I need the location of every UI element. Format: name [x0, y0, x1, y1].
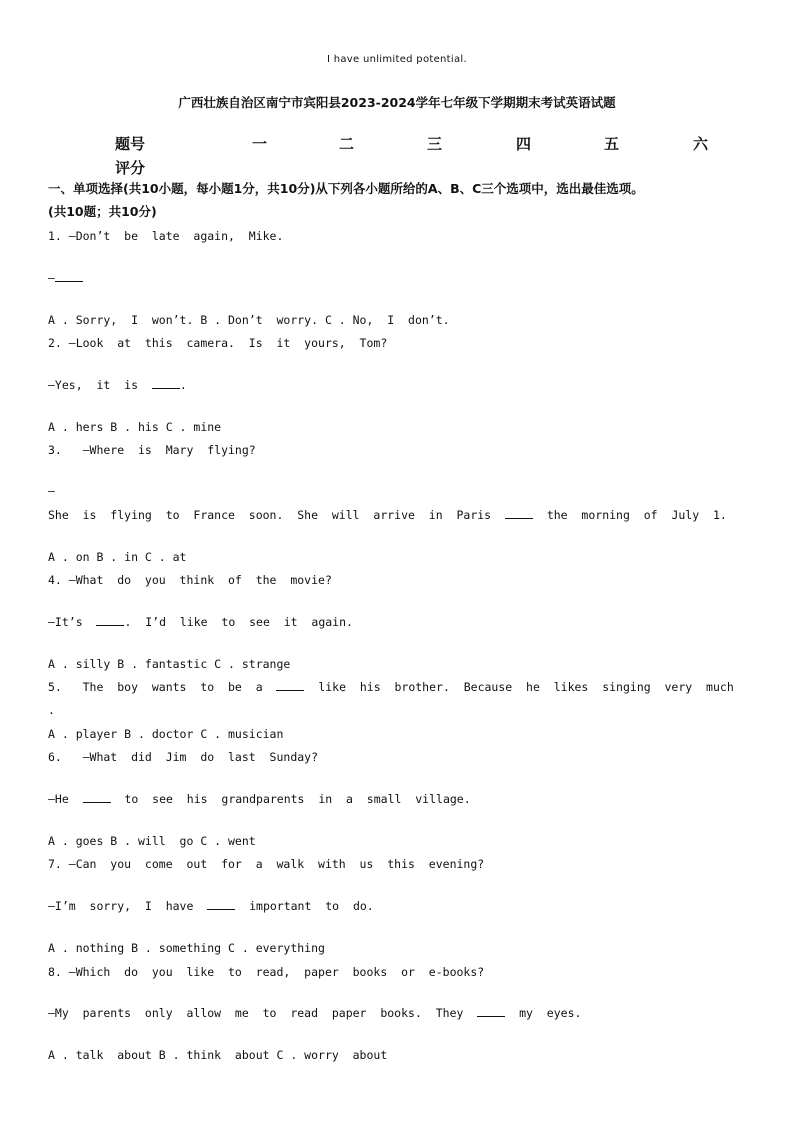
q6-options: A . goes B . will go C . went — [48, 834, 256, 848]
score-table — [115, 133, 715, 181]
q1-answer-prefix: — — [48, 271, 55, 285]
q6-answer — [48, 792, 748, 806]
q4-answer-a: —It’s — [48, 615, 97, 629]
q4-answer — [48, 615, 748, 629]
q2-answer-a: —Yes, it is — [48, 378, 152, 392]
q2-stem: 2. —Look at this camera. Is it yours, Tom? — [48, 336, 388, 350]
q8-answer — [48, 1006, 748, 1020]
q7-answer-a: —I’m sorry, I have — [48, 899, 208, 913]
score-table-col-6: 六 — [693, 135, 709, 153]
q6-blank — [83, 792, 111, 803]
q4-answer-b: . I’d like to see it again. — [124, 615, 353, 629]
q1-stem: 1. —Don’t be late again, Mike. — [48, 229, 284, 243]
section-1-line-2: (共10题；共10分) — [48, 204, 157, 219]
q8-blank — [477, 1006, 505, 1017]
q3-answer-prefix: — — [48, 484, 55, 498]
q6-answer-b: to see his grandparents in a small village. — [110, 792, 471, 806]
q3-options: A . on B . in C . at — [48, 550, 187, 564]
score-table-col-5: 五 — [604, 135, 620, 153]
q8-answer-b: my eyes. — [505, 1006, 582, 1020]
q6-stem: 6. —What did Jim do last Sunday? — [48, 750, 319, 764]
score-table-col-2: 二 — [339, 135, 355, 153]
q2-answer — [48, 378, 748, 392]
q7-answer — [48, 899, 748, 913]
q8-answer-a: —My parents only allow me to read paper books. They — [48, 1006, 478, 1020]
q3-blank — [505, 508, 533, 519]
q4-stem: 4. —What do you think of the movie? — [48, 573, 332, 587]
q2-options: A . hers B . his C . mine — [48, 420, 222, 434]
score-table-col-4: 四 — [516, 135, 532, 153]
q7-answer-b: important to do. — [235, 899, 374, 913]
score-table-header-row — [115, 133, 715, 157]
score-table-row-label: 题号 — [115, 135, 146, 153]
exam-title: 广西壮族自治区南宁市宾阳县2023-2024学年七年级下学期期末考试英语试题 — [178, 95, 616, 110]
q7-stem: 7. —Can you come out for a walk with us this evening? — [48, 857, 485, 871]
q1-options: A . Sorry, I won’t. B . Don’t worry. C . No, I don’t. — [48, 313, 450, 327]
q1-blank — [55, 271, 83, 282]
q2-blank — [152, 378, 180, 389]
section-1-line-1: 一、单项选择(共10小题，每小题1分，共10分)从下列各小题所给的A、B、C三个选项中，选出最佳选项。 — [48, 181, 644, 196]
q5-blank — [276, 680, 304, 691]
page-header-motto: I have unlimited potential. — [327, 54, 467, 65]
q8-options: A . talk about B . think about C . worry about — [48, 1048, 388, 1062]
q1-answer — [48, 271, 748, 285]
q3-line-b: the morning of July 1. — [532, 508, 727, 522]
q2-answer-b: . — [179, 378, 187, 392]
q3-line-a: She is flying to France soon. She will arrive in Paris — [48, 508, 505, 522]
q7-blank — [207, 899, 235, 910]
score-table-col-1: 一 — [252, 135, 268, 153]
q3-stem: 3. —Where is Mary flying? — [48, 443, 256, 457]
q8-stem: 8. —Which do you like to read, paper books or e-books? — [48, 965, 485, 979]
q3-answer — [48, 508, 748, 522]
q5-line-a: 5. The boy wants to be a — [48, 680, 277, 694]
score-table-col-3: 三 — [427, 135, 443, 153]
q5-stem — [48, 680, 748, 694]
score-table-score-label: 评分 — [115, 159, 146, 177]
q6-answer-a: —He — [48, 792, 83, 806]
q5-period: . — [48, 703, 55, 717]
section-1-instructions — [48, 177, 768, 223]
q4-options: A . silly B . fantastic C . strange — [48, 657, 291, 671]
q4-blank — [96, 615, 124, 626]
q5-options: A . player B . doctor C . musician — [48, 727, 284, 741]
q7-options: A . nothing B . something C . everything — [48, 941, 325, 955]
q5-line-b: like his brother. Because he likes singing very much — [304, 680, 734, 694]
